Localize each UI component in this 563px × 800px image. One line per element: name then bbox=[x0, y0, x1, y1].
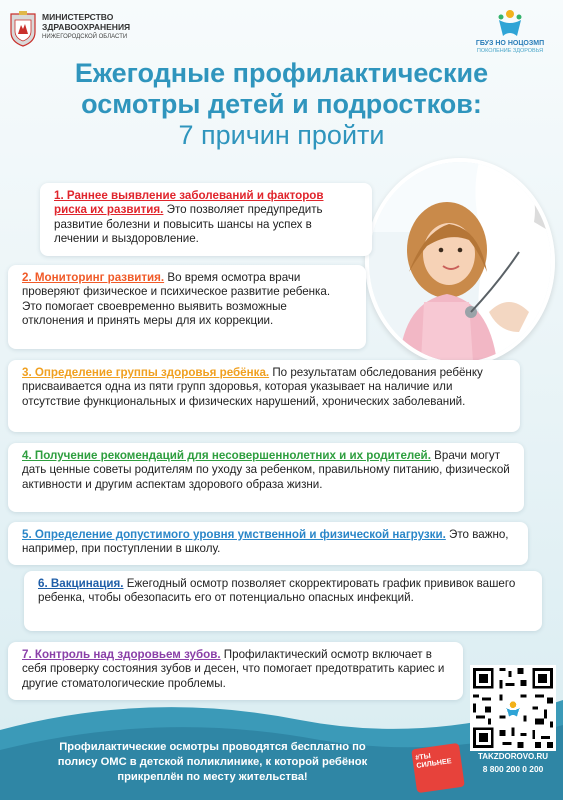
reason-card-4 bbox=[8, 443, 524, 512]
doctor-child-photo bbox=[365, 158, 555, 366]
footer-note: Профилактические осмотры проводятся бесплатно по полису ОМС в детской поликлинике, к которой ребёнок прикреплён по месту жительства! bbox=[57, 741, 368, 783]
reason-6-heading: 6. Вакцинация. bbox=[38, 577, 124, 590]
reason-3-heading: 3. Определение группы здоровья ребёнка. bbox=[22, 366, 270, 379]
center-name: ГБУЗ НО НОЦОЗМП bbox=[475, 40, 545, 47]
reason-5-heading: 5. Определение допустимого уровня умственной и физической нагрузки. bbox=[22, 528, 446, 541]
reason-card-2 bbox=[8, 265, 366, 349]
title-line1: Ежегодные профилактические bbox=[74, 58, 489, 88]
ministry-line3: НИЖЕГОРОДСКОЙ ОБЛАСТИ bbox=[42, 34, 128, 40]
center-logo bbox=[475, 8, 545, 55]
strong-badge: #ТЫ СИЛЬНЕЕ bbox=[411, 743, 465, 793]
qr-code[interactable] bbox=[470, 665, 556, 751]
reason-7-heading: 7. Контроль над здоровьем зубов. bbox=[22, 648, 221, 661]
reason-card-6 bbox=[24, 571, 542, 631]
reason-6-text: Ежегодный осмотр позволяет скорректировать график прививок вашего ребенка, чтобы обезопасить его от потенциально опасных инфекций. bbox=[38, 577, 516, 605]
reason-card-5 bbox=[8, 522, 528, 565]
website-url: TAKZDOROVO.RU bbox=[477, 752, 549, 761]
reason-4-text: Врачи могут дать ценные советы родителям по уходу за ребенком, правильному питанию, физической активности и другим аспектам здорового образа жизни. bbox=[22, 449, 510, 491]
header bbox=[0, 6, 563, 56]
coat-of-arms-icon bbox=[8, 10, 38, 48]
reason-1-text: Это позволяет предупредить развитие болезни и повысить шансы на успех в лечении и выздоровление. bbox=[54, 203, 323, 246]
hotline-phone: 8 800 200 0 200 bbox=[482, 764, 544, 774]
reason-7-text: Профилактический осмотр включает в себя проверку состояния зубов и десен, что помогает предотвратить кариес и другие стоматологические проблемы. bbox=[22, 648, 445, 690]
reason-card-3 bbox=[8, 360, 520, 432]
ministry-line2: ЗДРАВООХРАНЕНИЯ bbox=[42, 22, 131, 32]
reason-card-1 bbox=[40, 183, 372, 256]
reason-2-heading: 2. Мониторинг развития. bbox=[22, 271, 165, 284]
page-title bbox=[0, 58, 563, 151]
reason-5-text: Это важно, например, при поступлении в школу. bbox=[22, 528, 509, 556]
ministry-line1: МИНИСТЕРСТВО bbox=[42, 12, 114, 22]
title-line3: 7 причин пройти bbox=[178, 120, 385, 150]
reason-1-heading: 1. Раннее выявление заболеваний и факторов риска их развития. bbox=[54, 189, 324, 217]
title-line2: осмотры детей и подростков: bbox=[81, 89, 482, 119]
center-slogan: ПОКОЛЕНИЕ ЗДОРОВЬЯ bbox=[476, 48, 544, 54]
ministry-logo bbox=[8, 10, 130, 48]
reason-3-text: По результатам обследования ребёнку присваивается одна из пяти групп здоровья, которая указывает на наличие или отсутствие функциональных и физических нарушений, хронических заболеваний. bbox=[22, 366, 483, 408]
reason-4-heading: 4. Получение рекомендаций для несовершеннолетних и их родителей. bbox=[22, 449, 431, 462]
people-logo-icon bbox=[493, 8, 527, 38]
reason-2-text: Во время осмотра врачи проверяют физическое и психическое развитие ребенка. Это помогает своевременно выявить возможные отклонения и принять меры для их коррекции. bbox=[22, 271, 331, 328]
